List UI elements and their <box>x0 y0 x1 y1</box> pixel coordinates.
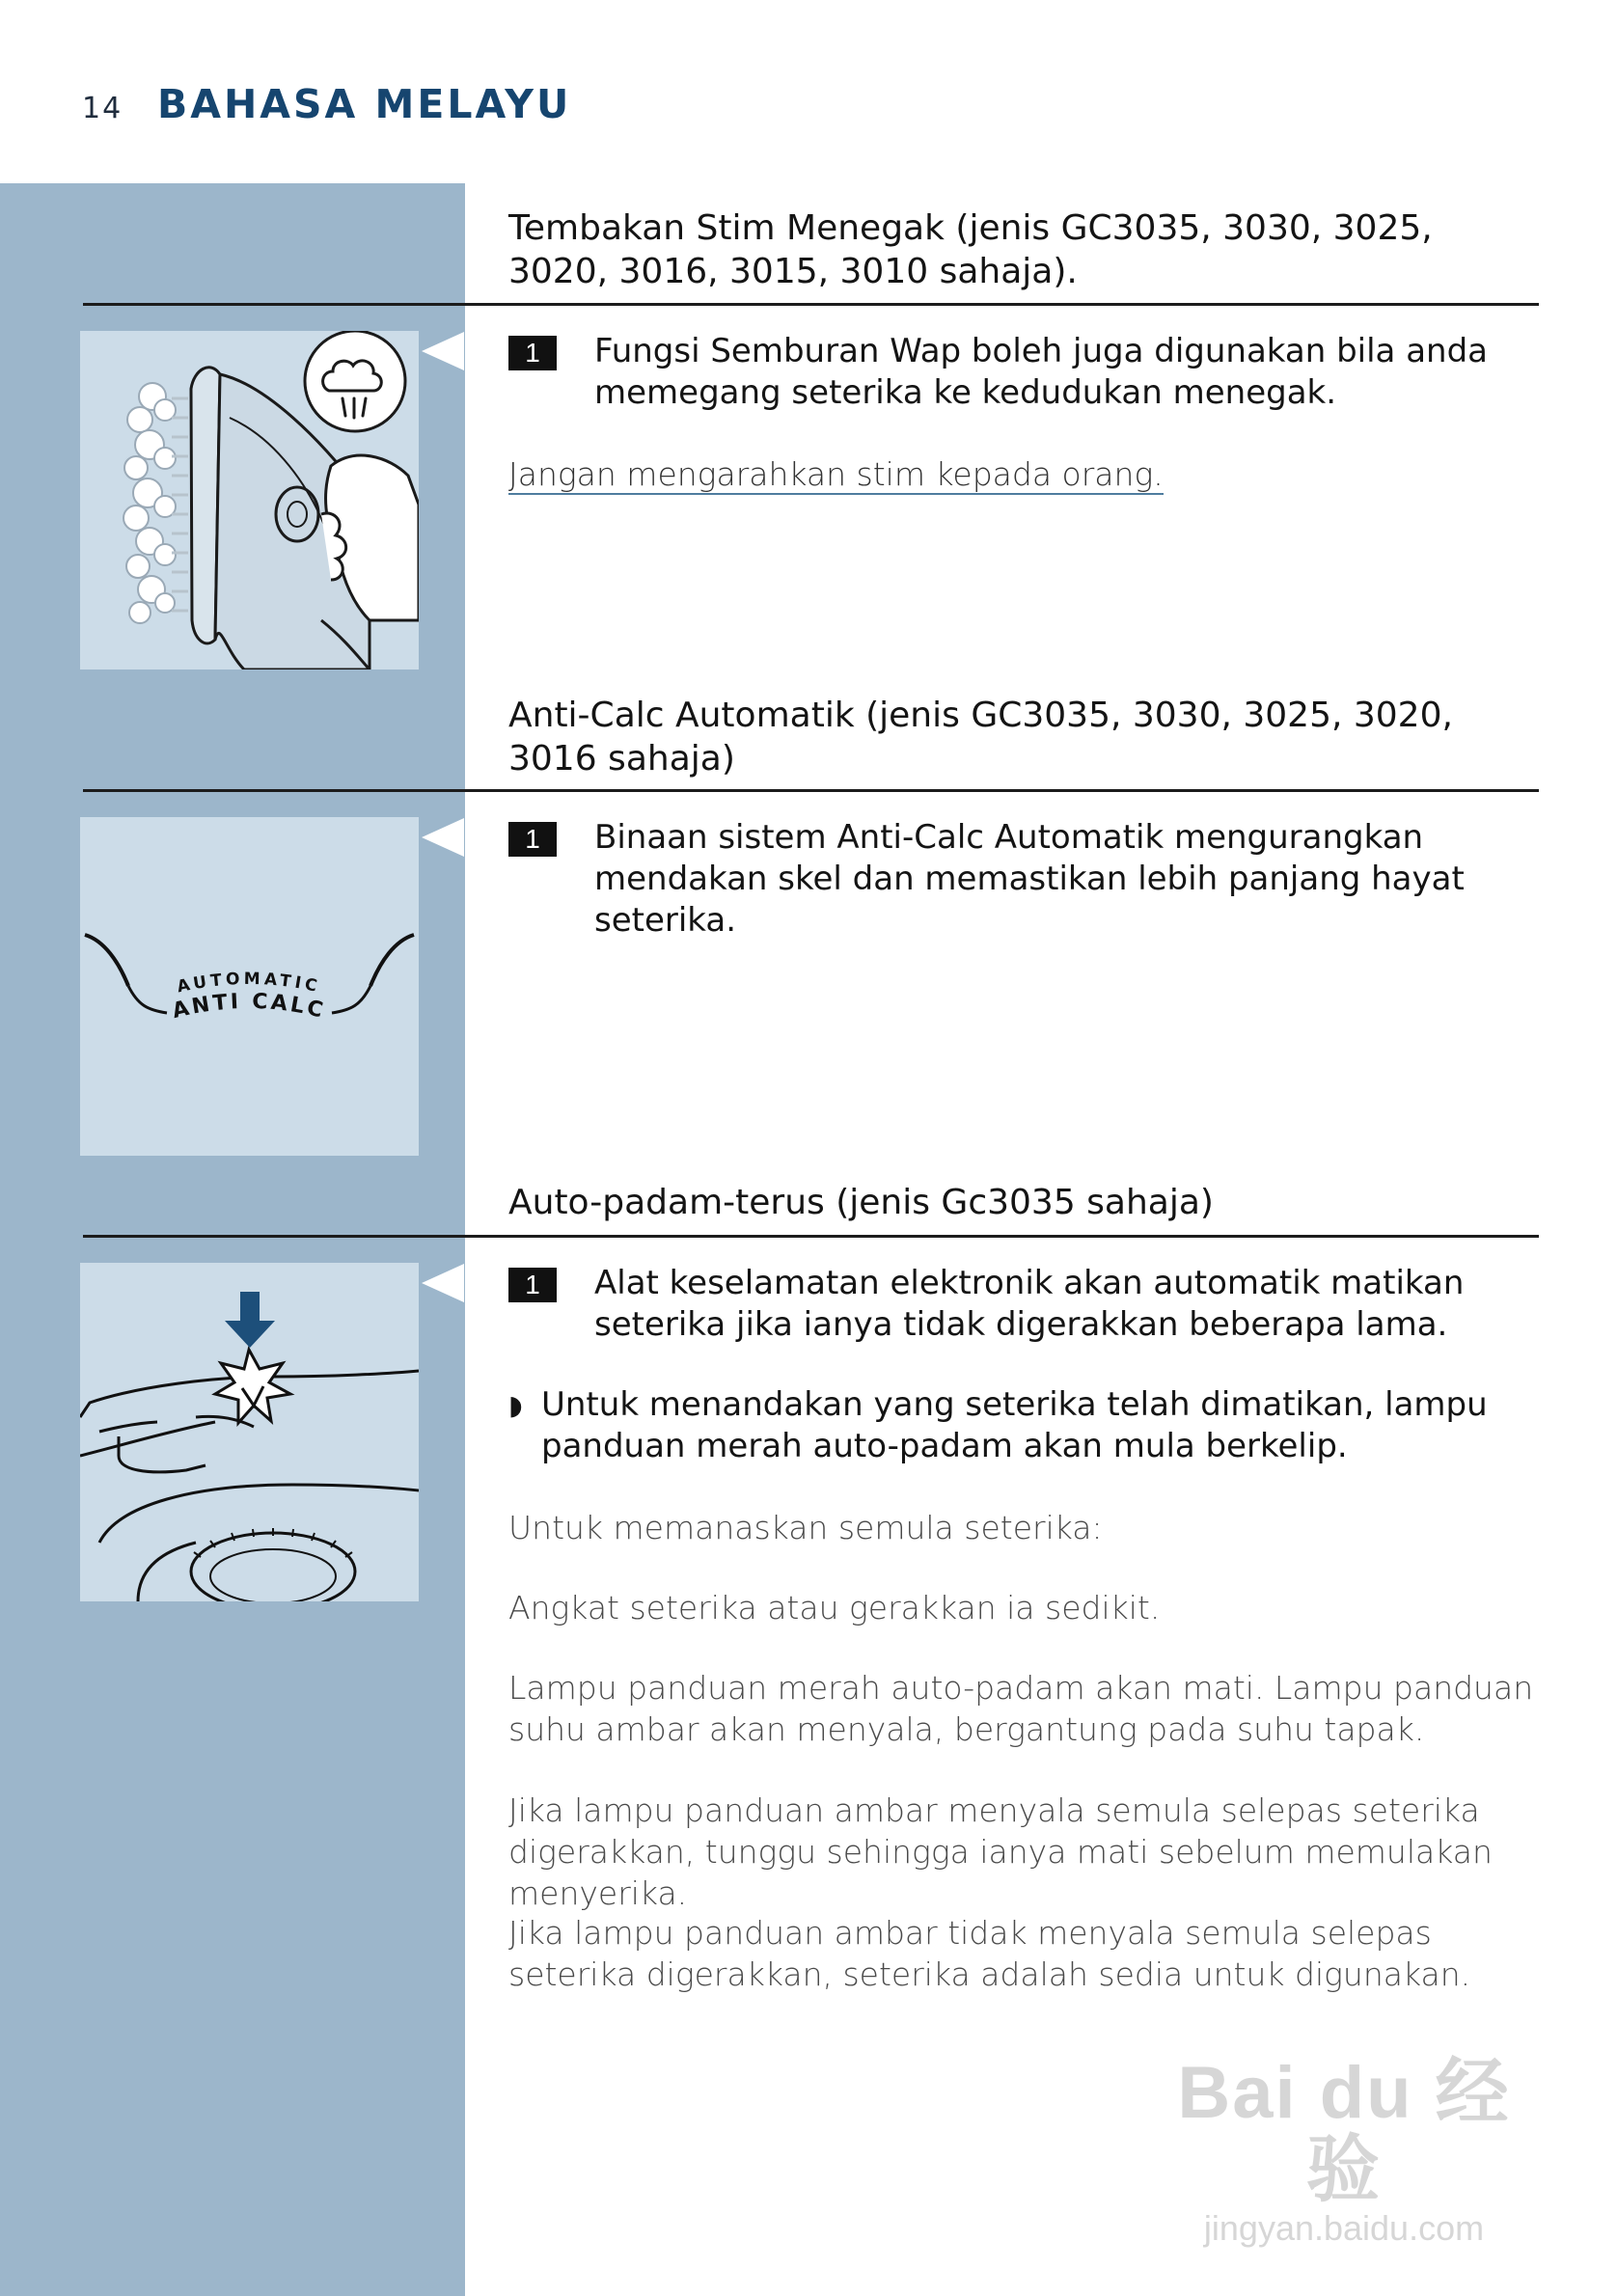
section-divider <box>83 789 1539 792</box>
section-title-auto-off: Auto-padam-terus (jenis Gc3035 sahaja) <box>508 1183 1214 1222</box>
warning-underlined: Jangan mengarahkan stim kepada orang. <box>508 455 1164 493</box>
step-number-badge: 1 <box>508 1268 557 1302</box>
warning-text <box>508 453 1550 495</box>
vertical-steam-illustration <box>80 331 419 670</box>
figure-pointer <box>422 1264 464 1302</box>
paragraph: Jika lampu panduan ambar tidak menyala semula selepas seterika digerakkan, seterika adalah sedia untuk digunakan. <box>508 1914 1471 1993</box>
step-number-badge: 1 <box>508 822 557 857</box>
anti-calc-dial-illustration <box>80 817 419 1156</box>
step-number-badge: 1 <box>508 336 557 370</box>
paragraph: Angkat seterika atau gerakkan ia sedikit. <box>508 1589 1161 1626</box>
watermark-logo: Bai du 经验 <box>1177 2052 1511 2211</box>
page-number: 14 <box>82 92 123 125</box>
section-divider <box>83 303 1539 306</box>
section-title-anti-calc: Anti-Calc Automatik (jenis GC3035, 3030, 3025, 3020, 3016 sahaja) <box>508 696 1453 779</box>
paragraph: Lampu panduan merah auto-padam akan mati. Lampu panduan suhu ambar akan menyala, bergantung pada suhu tapak. <box>508 1669 1534 1748</box>
bullet-icon: ◗ <box>508 1389 523 1421</box>
dial-label-anti-calc: ANTI CALC <box>170 989 328 1025</box>
figure-anti-calc <box>80 817 419 1156</box>
watermark-url: jingyan.baidu.com <box>1203 2208 1485 2248</box>
step-text: Alat keselamatan elektronik akan automatik matikan seterika jika ianya tidak digerakkan beberapa lama. <box>594 1264 1465 1344</box>
step-text: Fungsi Semburan Wap boleh juga digunakan bila anda memegang seterika ke kedudukan menegak. <box>594 332 1489 412</box>
page-language-title: BAHASA MELAYU <box>157 81 572 127</box>
paragraph: Jika lampu panduan ambar menyala semula selepas seterika digerakkan, tunggu sehingga ianya mati sebelum memulakan menyerika. <box>508 1791 1493 1912</box>
dial-label-automatic: AUTOMATIC <box>175 969 323 998</box>
section-title-vertical-steam: Tembakan Stim Menegak (jenis GC3035, 3030, 3025, 3020, 3016, 3015, 3010 sahaja). <box>508 208 1433 291</box>
section-divider <box>83 1235 1539 1238</box>
figure-pointer <box>422 332 464 370</box>
figure-auto-off <box>80 1263 419 1601</box>
auto-off-light-illustration <box>80 1263 419 1601</box>
paragraph: Untuk memanaskan semula seterika: <box>508 1509 1103 1546</box>
figure-vertical-steam <box>80 331 419 670</box>
step-text: Binaan sistem Anti-Calc Automatik mengurangkan mendakan skel dan memastikan lebih panjang hayat seterika. <box>594 818 1465 940</box>
watermark <box>1146 2052 1542 2248</box>
bullet-text: Untuk menandakan yang seterika telah dimatikan, lampu panduan merah auto-padam akan mula berkelip. <box>541 1385 1488 1465</box>
figure-pointer <box>422 818 464 857</box>
